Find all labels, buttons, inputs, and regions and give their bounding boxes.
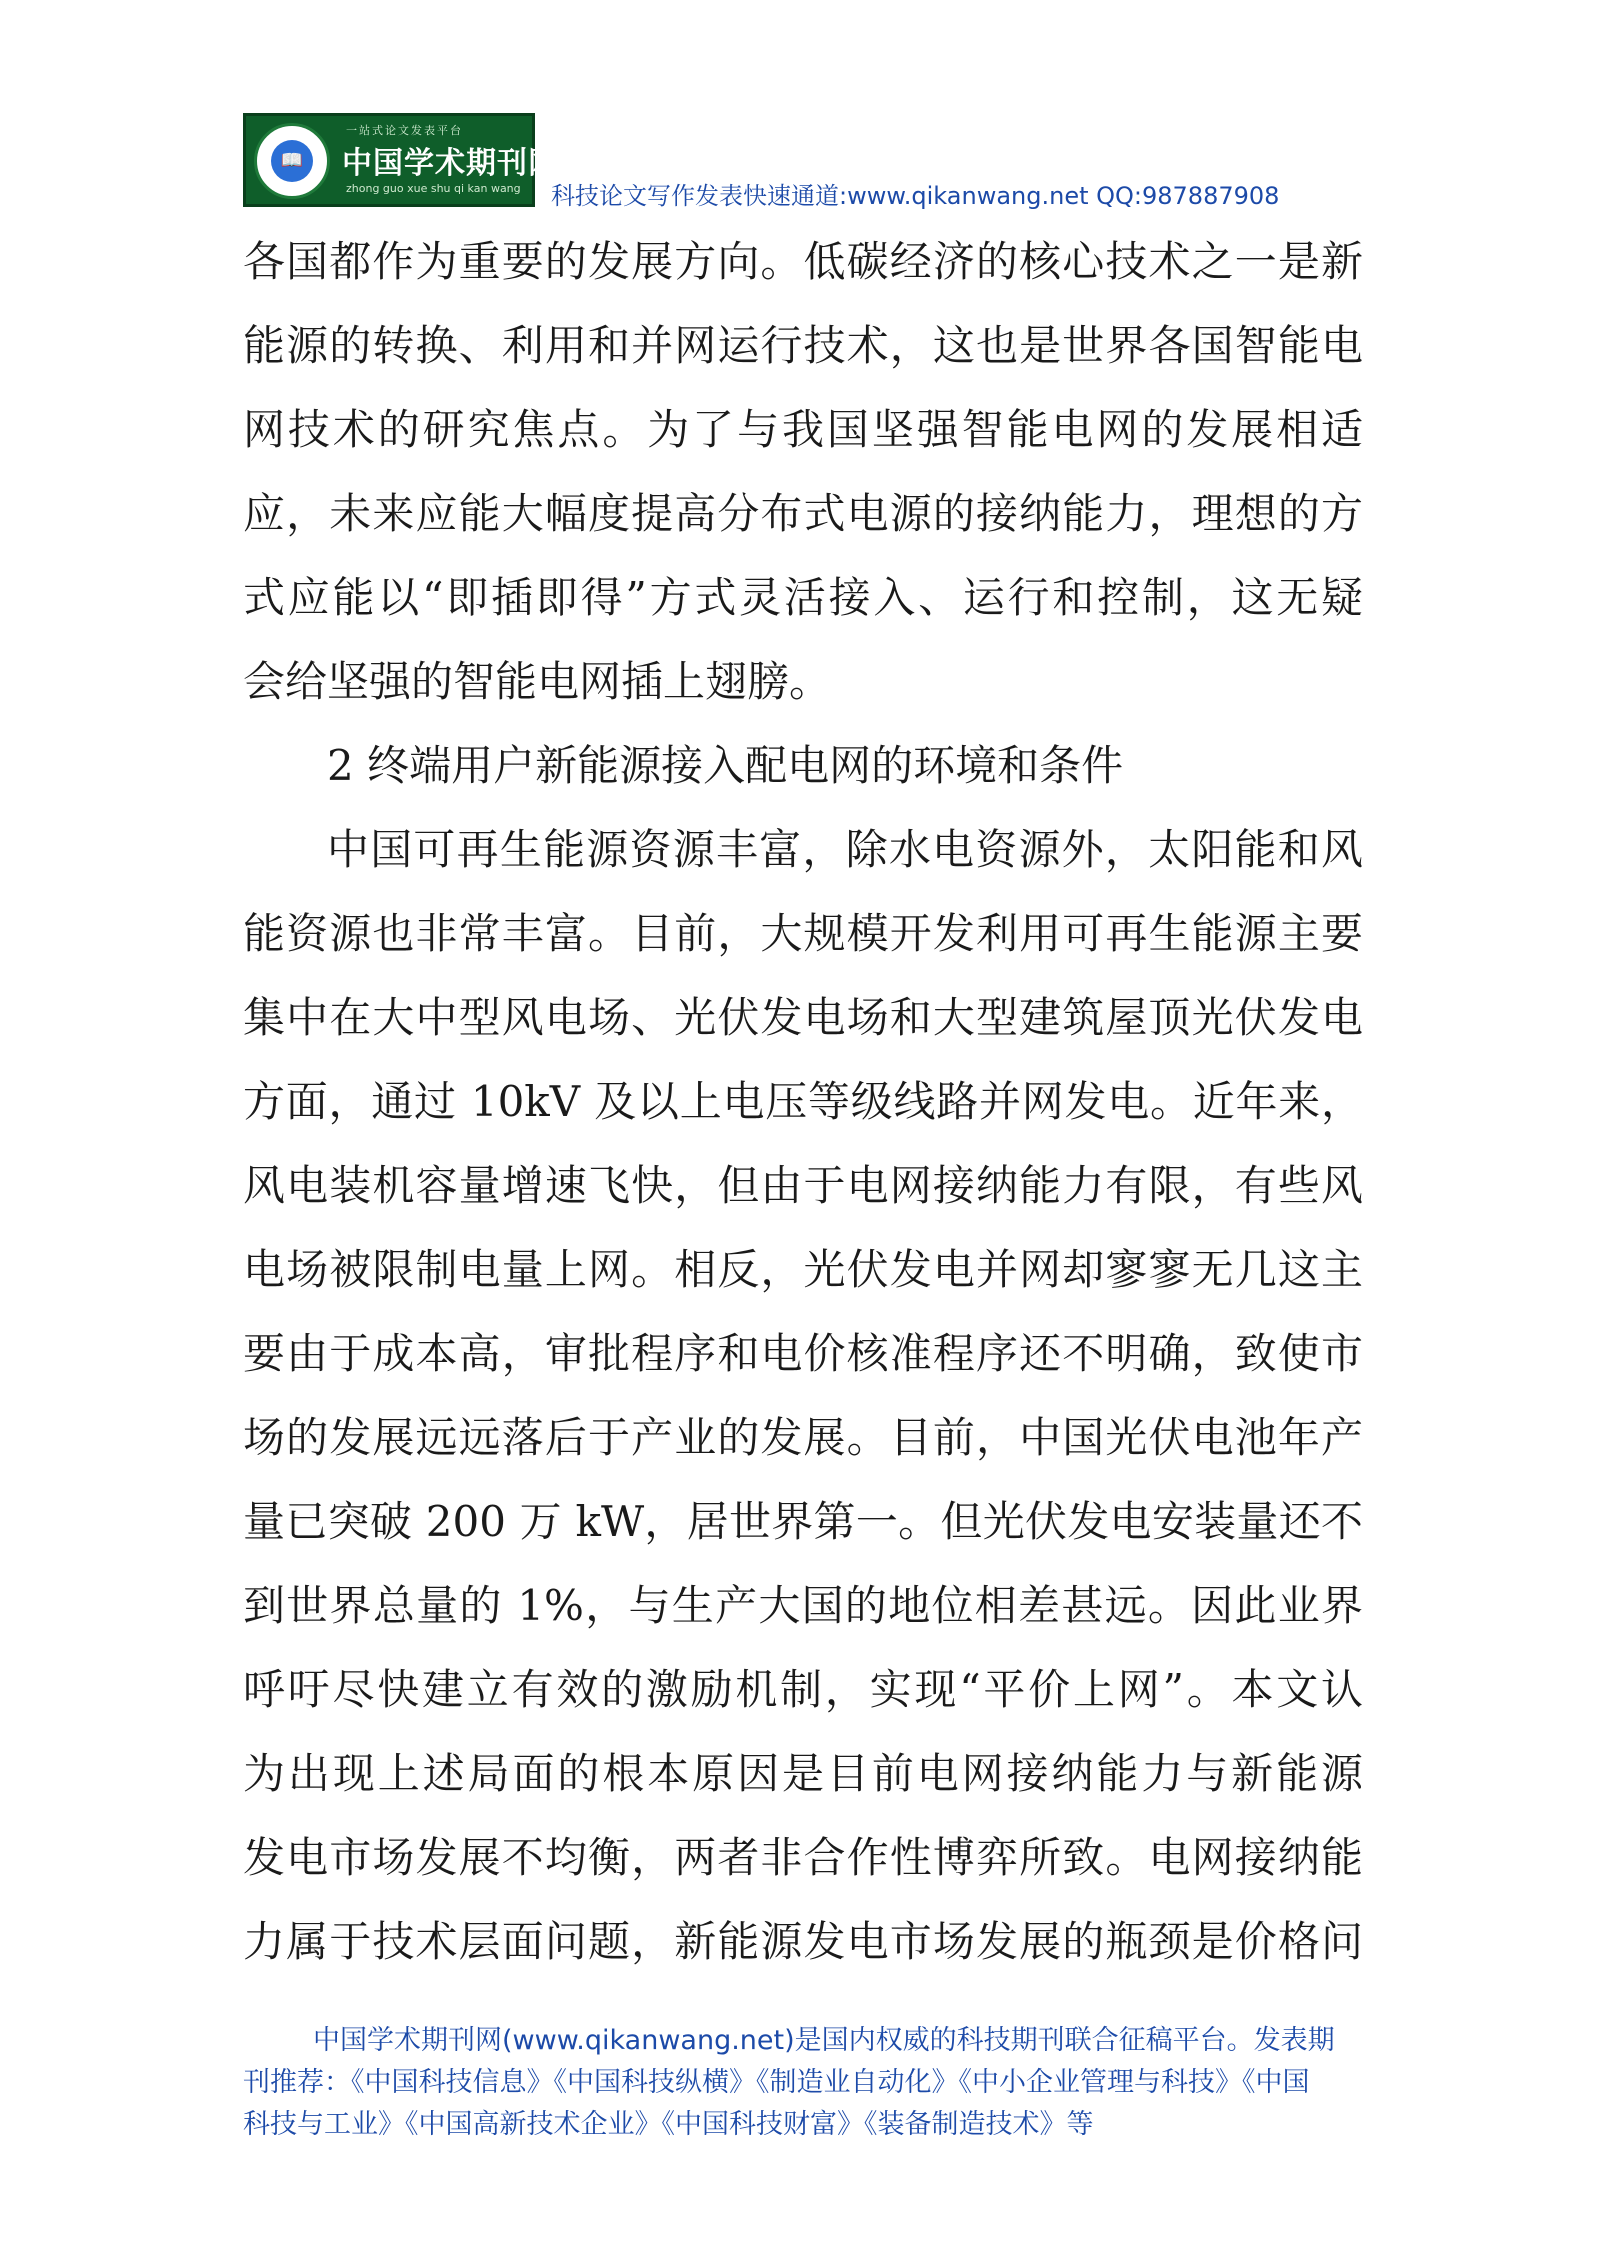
- section-heading: 2 终端用户新能源接入配电网的环境和条件: [327, 741, 1124, 790]
- text-line: 要由于成本高，审批程序和电价核准程序还不明确，致使市: [243, 1329, 1363, 1378]
- article-body: [243, 220, 1363, 1984]
- text-line: 为出现上述局面的根本原因是目前电网接纳能力与新能源: [243, 1749, 1363, 1798]
- text-line: 电场被限制电量上网。相反，光伏发电并网却寥寥无几这主: [243, 1245, 1363, 1294]
- footer-line: 中国学术期刊网(www.qikanwang.net)是国内权威的科技期刊联合征稿平台。发表期: [313, 2025, 1335, 2056]
- footer-ad: [243, 2020, 1363, 2146]
- text-line: 呼吁尽快建立有效的激励机制，实现“平价上网”。本文认: [243, 1665, 1363, 1714]
- text-line: 量已突破 200 万 kW，居世界第一。但光伏发电安装量还不: [243, 1497, 1363, 1546]
- book-icon: 📖: [280, 150, 304, 171]
- logo-pinyin: zhong guo xue shu qi kan wang: [346, 182, 521, 195]
- text-line: 力属于技术层面问题，新能源发电市场发展的瓶颈是价格问: [243, 1917, 1363, 1966]
- text-line: 到世界总量的 1%，与生产大国的地位相差甚远。因此业界: [243, 1581, 1363, 1630]
- footer-line: 刊推荐：《中国科技信息》《中国科技纵横》《制造业自动化》《中小企业管理与科技》《中国: [243, 2067, 1310, 2098]
- text-line: 场的发展远远落后于产业的发展。目前，中国光伏电池年产: [243, 1413, 1363, 1462]
- footer-line: 科技与工业》《中国高新技术企业》《中国科技财富》《装备制造技术》等: [243, 2109, 1094, 2140]
- logo-title: 中国学术期刊网: [342, 146, 559, 181]
- text-line: 能资源也非常丰富。目前，大规模开发利用可再生能源主要: [243, 909, 1363, 958]
- text-line: 会给坚强的智能电网插上翅膀。: [243, 657, 832, 706]
- text-line: 应，未来应能大幅度提高分布式电源的接纳能力，理想的方: [243, 489, 1363, 538]
- logo-top-text: 一站式论文发表平台: [346, 124, 463, 137]
- text-line: 式应能以“即插即得”方式灵活接入、运行和控制，这无疑: [243, 573, 1363, 622]
- text-line: 能源的转换、利用和并网运行技术，这也是世界各国智能电: [243, 321, 1363, 370]
- site-logo[interactable]: [243, 113, 559, 207]
- text-line: 方面，通过 10kV 及以上电压等级线路并网发电。近年来，: [243, 1077, 1363, 1126]
- text-line: 中国可再生能源资源丰富，除水电资源外，太阳能和风: [327, 825, 1363, 874]
- text-line: 风电装机容量增速飞快，但由于电网接纳能力有限，有些风: [243, 1161, 1363, 1210]
- header-tagline: 科技论文写作发表快速通道:www.qikanwang.net QQ:987887908: [551, 182, 1280, 210]
- text-line: 集中在大中型风电场、光伏发电场和大型建筑屋顶光伏发电: [243, 993, 1363, 1042]
- text-line: 各国都作为重要的发展方向。低碳经济的核心技术之一是新: [243, 237, 1363, 286]
- text-line: 网技术的研究焦点。为了与我国坚强智能电网的发展相适: [243, 405, 1363, 454]
- logo-emblem: [254, 123, 330, 199]
- text-line: 发电市场发展不均衡，两者非合作性博弈所致。电网接纳能: [243, 1833, 1363, 1882]
